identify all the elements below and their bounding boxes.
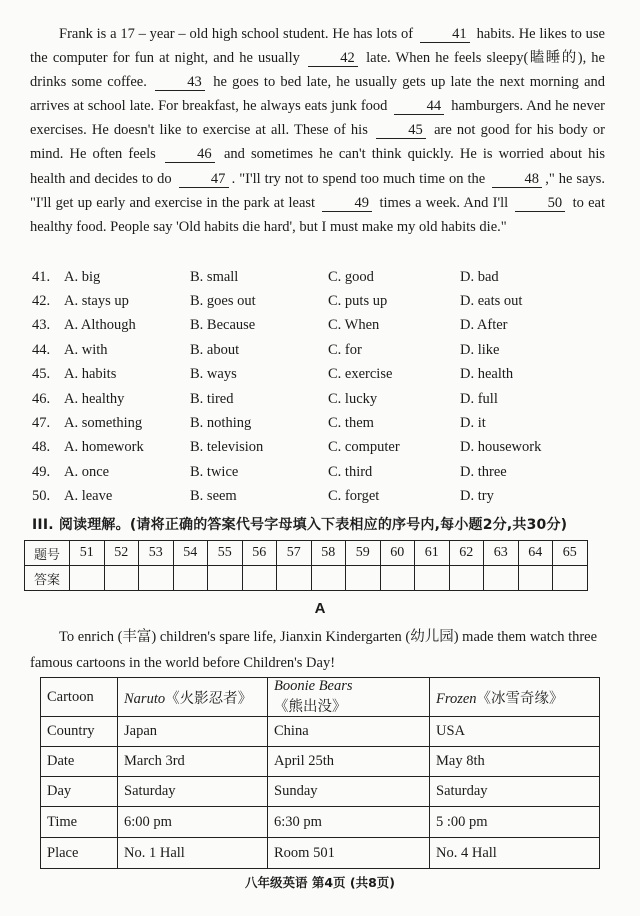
table-cell: China — [268, 717, 430, 747]
option-row — [32, 436, 592, 460]
section-title: III. 阅读理解。(请将正确的答案代号字母填入下表相应的序号内,每小题2分,共30分) — [32, 517, 568, 533]
table-cell: Saturday — [118, 777, 268, 807]
question-number-label: 题号 — [25, 541, 70, 566]
option-row — [32, 387, 592, 411]
cartoon-title — [118, 678, 268, 717]
page-footer: 八年级英语 第4页 (共8页) — [244, 875, 396, 890]
option-a: A. stays up — [64, 293, 129, 310]
blank-49: 49 — [322, 195, 372, 212]
passage-text: he goes to bed late, he usually gets up late the next morning and arrives at school late. For breakfast, he always eats junk food — [30, 74, 606, 115]
table-cell: No. 1 Hall — [118, 838, 268, 869]
option-c: C. third — [328, 463, 373, 480]
question-number: 42. — [32, 293, 51, 310]
option-b: B. seem — [190, 488, 237, 505]
question-number: 47. — [32, 415, 51, 432]
option-a: A. once — [64, 463, 110, 480]
answer-cell[interactable] — [415, 566, 450, 591]
table-cell: 6:30 pm — [268, 807, 430, 838]
cartoon-title-zh: 《火影忍者》 — [165, 690, 253, 707]
option-b: B. about — [190, 341, 240, 358]
answer-options — [32, 265, 592, 509]
grid-number: 59 — [346, 541, 381, 566]
grid-number: 63 — [484, 541, 519, 566]
option-d: D. After — [460, 317, 508, 334]
grid-number: 53 — [139, 541, 174, 566]
option-a: A. homework — [64, 439, 144, 456]
option-b: B. tired — [190, 390, 234, 407]
passage-text: to eat healthy food. People say 'Old habits die hard', but I must make my old habits die." — [30, 194, 605, 235]
row-label: Country — [41, 717, 118, 747]
cartoon-title-en: Boonie Bears — [274, 678, 353, 694]
cartoon-title-zh: 《熊出没》 — [274, 699, 347, 715]
option-c: C. them — [328, 415, 374, 432]
table-cell: Japan — [118, 717, 268, 747]
option-d: D. it — [460, 415, 486, 432]
grid-number: 56 — [242, 541, 277, 566]
grid-number: 52 — [104, 541, 139, 566]
passage-text: late. When he feels sleepy(瞌睡的), he drinks some coffee. — [30, 50, 605, 91]
passage-text: hamburgers. And he never exercises. He doesn't like to exercise at all. These of his — [30, 98, 605, 139]
option-a: A. Although — [64, 317, 136, 334]
answer-cell[interactable] — [380, 566, 415, 591]
option-c: C. forget — [328, 488, 380, 505]
cartoon-title-zh: 《冰雪奇缘》 — [476, 690, 564, 707]
row-label: Day — [41, 777, 118, 807]
reading-intro — [30, 624, 605, 676]
cloze-passage — [30, 22, 605, 239]
passage-text: . "I'll try not to spend too much time on the — [231, 170, 490, 187]
row-label: Cartoon — [41, 678, 118, 717]
answer-cell[interactable] — [346, 566, 381, 591]
answer-cell[interactable] — [311, 566, 346, 591]
cartoon-title-en: Frozen — [436, 690, 477, 707]
option-c: C. lucky — [328, 390, 378, 407]
option-c: C. for — [328, 341, 362, 358]
option-row — [32, 265, 592, 289]
table-row — [41, 747, 600, 777]
grid-number: 58 — [311, 541, 346, 566]
cartoon-header-row — [41, 678, 600, 717]
question-number: 46. — [32, 390, 51, 407]
table-cell: April 25th — [268, 747, 430, 777]
row-label: Place — [41, 838, 118, 869]
option-d: D. three — [460, 463, 507, 480]
option-a: A. big — [64, 268, 101, 285]
answer-cell[interactable] — [553, 566, 588, 591]
blank-43: 43 — [155, 74, 205, 91]
option-c: C. exercise — [328, 366, 393, 383]
answer-grid-number-row — [25, 541, 588, 566]
table-row — [41, 838, 600, 869]
answer-label: 答案 — [25, 566, 70, 591]
table-cell: 6:00 pm — [118, 807, 268, 838]
answer-cell[interactable] — [139, 566, 174, 591]
table-cell: Saturday — [430, 777, 600, 807]
grid-number: 62 — [449, 541, 484, 566]
table-row — [41, 717, 600, 747]
answer-cell[interactable] — [484, 566, 519, 591]
question-number: 50. — [32, 488, 51, 505]
table-row — [41, 777, 600, 807]
answer-cell[interactable] — [70, 566, 105, 591]
cartoon-title — [430, 678, 600, 717]
blank-45: 45 — [376, 122, 426, 139]
row-label: Date — [41, 747, 118, 777]
reading-intro-text: To enrich (丰富) children's spare life, Jianxin Kindergarten (幼儿园) made them watch three famous cartoons in the world before Children's Day! — [30, 629, 598, 671]
question-number: 45. — [32, 366, 51, 383]
question-number: 48. — [32, 439, 51, 456]
cartoon-table — [40, 677, 600, 869]
table-row — [41, 807, 600, 838]
answer-grid-answer-row — [25, 566, 588, 591]
option-b: B. nothing — [190, 415, 252, 432]
option-d: D. health — [460, 366, 514, 383]
blank-47: 47 — [179, 171, 229, 188]
option-row — [32, 485, 592, 509]
option-c: C. When — [328, 317, 380, 334]
option-a: A. healthy — [64, 390, 125, 407]
grid-number: 51 — [70, 541, 105, 566]
answer-cell[interactable] — [277, 566, 312, 591]
passage-text: ," he says. "I'll get up early and exercise in the park at least — [30, 170, 606, 211]
option-a: A. leave — [64, 488, 113, 505]
question-number: 44. — [32, 341, 51, 358]
option-d: D. full — [460, 390, 498, 407]
option-a: A. habits — [64, 366, 117, 383]
option-c: C. good — [328, 268, 374, 285]
option-row — [32, 289, 592, 313]
cartoon-title-en: Naruto — [124, 690, 166, 707]
blank-42: 42 — [308, 50, 358, 67]
reading-part-heading: A — [314, 600, 326, 617]
option-row — [32, 411, 592, 435]
table-cell: 5 :00 pm — [430, 807, 600, 838]
grid-number: 57 — [277, 541, 312, 566]
passage-text: and sometimes he can't think quickly. He is worried about his health and decides to do — [30, 146, 605, 187]
option-d: D. like — [460, 341, 500, 358]
option-row — [32, 314, 592, 338]
grid-number: 54 — [173, 541, 208, 566]
blank-50: 50 — [515, 195, 565, 212]
option-a: A. with — [64, 341, 108, 358]
option-b: B. ways — [190, 366, 237, 383]
row-label: Time — [41, 807, 118, 838]
option-a: A. something — [64, 415, 143, 432]
answer-cell[interactable] — [104, 566, 139, 591]
table-cell: March 3rd — [118, 747, 268, 777]
option-b: B. television — [190, 439, 264, 456]
option-b: B. goes out — [190, 293, 256, 310]
option-row — [32, 363, 592, 387]
option-d: D. eats out — [460, 293, 523, 310]
grid-number: 65 — [553, 541, 588, 566]
table-cell: USA — [430, 717, 600, 747]
option-row — [32, 338, 592, 362]
question-number: 41. — [32, 268, 51, 285]
answer-grid — [24, 540, 588, 591]
option-b: B. small — [190, 268, 239, 285]
option-c: C. puts up — [328, 293, 388, 310]
passage-text: times a week. And I'll — [375, 194, 513, 211]
table-cell: Room 501 — [268, 838, 430, 869]
option-b: B. twice — [190, 463, 239, 480]
answer-cell[interactable] — [518, 566, 553, 591]
option-d: D. try — [460, 488, 494, 505]
grid-number: 64 — [518, 541, 553, 566]
grid-number: 60 — [380, 541, 415, 566]
question-number: 43. — [32, 317, 51, 334]
grid-number: 55 — [208, 541, 243, 566]
table-cell: No. 4 Hall — [430, 838, 600, 869]
option-c: C. computer — [328, 439, 400, 456]
blank-44: 44 — [394, 98, 444, 115]
blank-41: 41 — [420, 26, 470, 43]
option-b: B. Because — [190, 317, 256, 334]
answer-cell[interactable] — [173, 566, 208, 591]
blank-48: 48 — [492, 171, 542, 188]
table-cell: Sunday — [268, 777, 430, 807]
cartoon-title — [268, 678, 430, 717]
option-d: D. housework — [460, 439, 542, 456]
grid-number: 61 — [415, 541, 450, 566]
passage-text: Frank is a 17 – year – old high school student. He has lots of — [59, 26, 417, 42]
passage-text: habits. He likes to use the computer for fun at night, and he usually — [30, 26, 605, 67]
answer-cell[interactable] — [208, 566, 243, 591]
question-number: 49. — [32, 463, 51, 480]
answer-cell[interactable] — [449, 566, 484, 591]
option-row — [32, 460, 592, 484]
option-d: D. bad — [460, 268, 499, 285]
passage-text: are not good for his body or mind. He often feels — [30, 122, 605, 163]
table-cell: May 8th — [430, 747, 600, 777]
answer-cell[interactable] — [242, 566, 277, 591]
blank-46: 46 — [165, 146, 215, 163]
